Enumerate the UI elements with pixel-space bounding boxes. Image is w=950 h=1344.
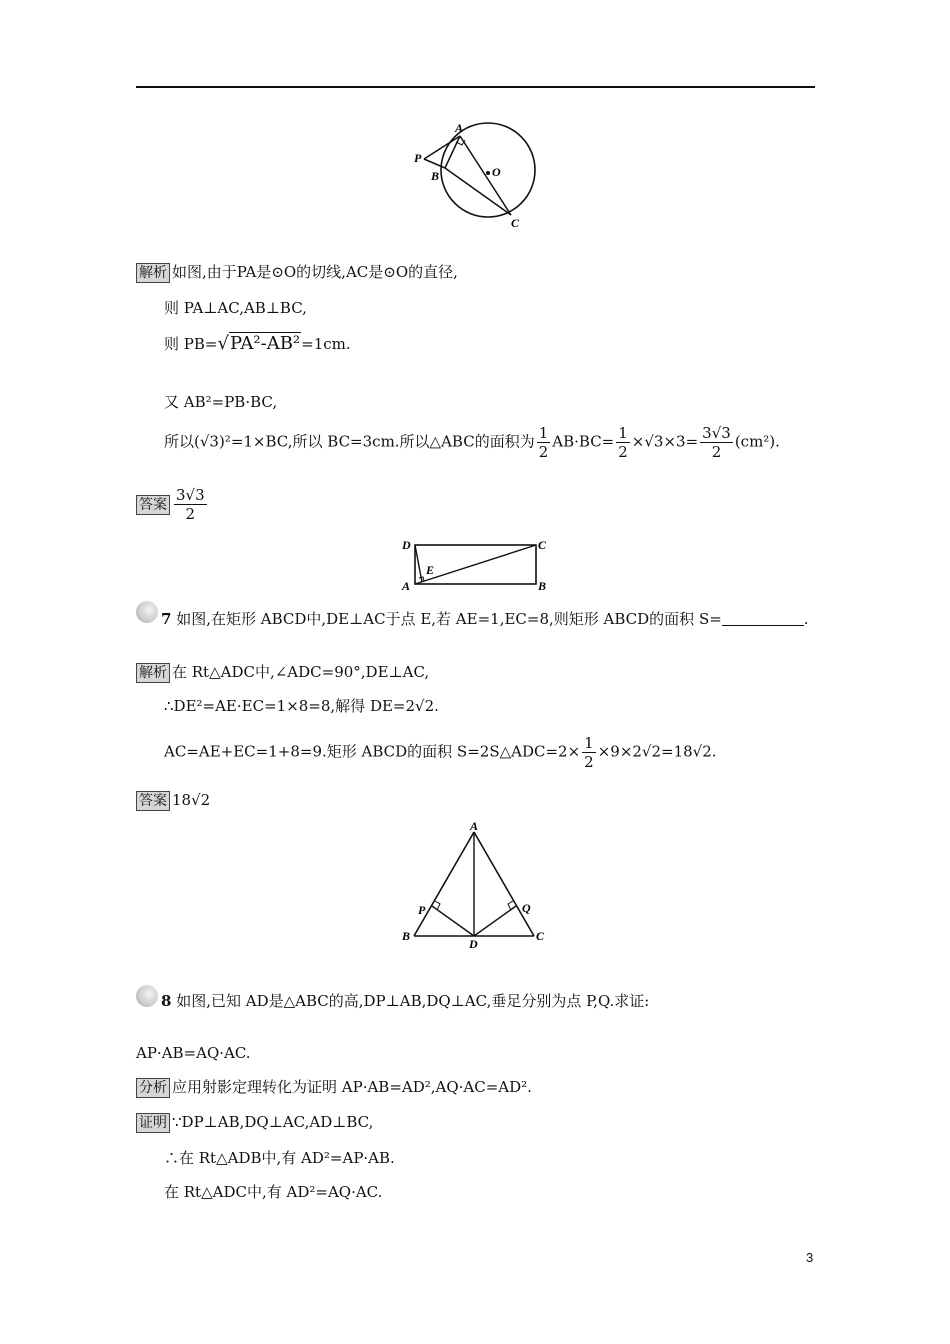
jiexi-tag: 解析 xyxy=(136,663,170,683)
q8-proof-line2: ∴在 Rt△ADB中,有 AD²=AP·AB. xyxy=(164,1149,395,1167)
p6-jiexi-text: 如图,由于PA是⊙O的切线,AC是⊙O的直径, xyxy=(172,263,458,281)
p6-jiexi-line xyxy=(136,262,458,283)
frac-half-3: $\frac{1}{2}$ xyxy=(584,734,594,771)
svg-text:B: B xyxy=(402,929,411,943)
q7-number: 7 xyxy=(161,610,172,628)
p6-line5-a: 所以(√3)²=1×BC,所以 BC=3cm.所以△ABC的面积为 xyxy=(164,432,535,451)
frac-3root3-over-2: $\frac{3√3}{2}$ xyxy=(702,424,731,461)
question-marker-icon xyxy=(136,601,158,623)
q8-proof1: ∵DP⊥AB,DQ⊥AC,AD⊥BC, xyxy=(172,1113,374,1131)
p6-line5-c: ×√3×3= xyxy=(631,432,699,451)
figure-triangle-altitude xyxy=(398,818,550,952)
svg-text:D: D xyxy=(402,538,411,552)
q7-line3 xyxy=(164,734,717,771)
p6-line3-pre: 则 PB= xyxy=(164,335,218,353)
p6-radical: √PA²-AB² xyxy=(217,333,301,354)
figure-rectangle xyxy=(398,536,554,594)
svg-text:C: C xyxy=(538,538,547,552)
q7-question-end: . xyxy=(803,610,809,628)
daan-tag: 答案 xyxy=(136,791,170,811)
jiexi-tag: 解析 xyxy=(136,263,170,283)
svg-text:O: O xyxy=(492,165,501,179)
q8-proof-line1 xyxy=(136,1112,373,1133)
svg-text:P: P xyxy=(414,151,422,165)
fenxi-tag: 分析 xyxy=(136,1078,170,1098)
svg-text:C: C xyxy=(511,216,520,230)
p6-answer: $\frac{3√3}{2}$ xyxy=(176,486,205,523)
svg-text:A: A xyxy=(402,579,411,593)
q7-line3-b: ×9×2√2=18√2. xyxy=(597,742,717,761)
q7-answer-line xyxy=(136,790,210,811)
question-marker-icon xyxy=(136,985,158,1007)
p6-line4: 又 AB²=PB·BC, xyxy=(164,393,278,411)
p6-line3-post: =1cm. xyxy=(301,335,351,353)
q8-fenxi-line xyxy=(136,1077,532,1098)
q8-proof-line3: 在 Rt△ADC中,有 AD²=AQ·AC. xyxy=(164,1183,383,1201)
q8-question-text: 如图,已知 AD是△ABC的高,DP⊥AB,DQ⊥AC,垂足分别为点 P,Q.求证: xyxy=(176,992,650,1010)
svg-text:B: B xyxy=(538,579,547,593)
page-number: 3 xyxy=(806,1250,814,1265)
svg-text:Q: Q xyxy=(522,901,531,915)
q8-claim: AP·AB=AQ·AC. xyxy=(136,1044,251,1062)
q7-question xyxy=(161,609,809,629)
zhengming-tag: 证明 xyxy=(136,1113,170,1133)
q7-answer: 18√2 xyxy=(172,791,211,809)
svg-text:B: B xyxy=(431,169,440,183)
q7-line3-a: AC=AE+EC=1+8=9.矩形 ABCD的面积 S=2S△ADC=2× xyxy=(164,742,581,761)
q7-question-text: 如图,在矩形 ABCD中,DE⊥AC于点 E,若 AE=1,EC=8,则矩形 ABCD的面积 S= xyxy=(176,610,722,628)
p6-line5-d: (cm²). xyxy=(734,432,780,451)
q8-question xyxy=(161,991,649,1011)
q8-number: 8 xyxy=(161,992,172,1010)
svg-text:A: A xyxy=(455,121,464,135)
header-rule xyxy=(136,86,815,88)
p6-answer-line xyxy=(136,486,209,523)
svg-text:E: E xyxy=(426,563,435,577)
q7-jiexi-text: 在 Rt△ADC中,∠ADC=90°,DE⊥AC, xyxy=(172,663,430,681)
q7-jiexi-line xyxy=(136,662,429,683)
daan-tag: 答案 xyxy=(136,495,170,515)
svg-text:A: A xyxy=(470,819,479,833)
q7-line2: ∴DE²=AE·EC=1×8=8,解得 DE=2√2. xyxy=(164,697,439,715)
q7-answer-blank xyxy=(722,611,804,626)
svg-text:D: D xyxy=(469,937,478,951)
svg-text:P: P xyxy=(418,903,426,917)
frac-half-1: $\frac{1}{2}$ xyxy=(538,424,549,461)
p6-line2: 则 PA⊥AC,AB⊥BC, xyxy=(164,299,307,317)
frac-half-2: $\frac{1}{2}$ xyxy=(618,424,628,461)
p6-radicand: PA²-AB² xyxy=(229,333,301,354)
svg-text:C: C xyxy=(536,929,545,943)
p6-line3 xyxy=(164,334,351,354)
figure-circle-tangent xyxy=(408,118,544,232)
q8-fenxi-text: 应用射影定理转化为证明 AP·AB=AD²,AQ·AC=AD². xyxy=(172,1078,532,1096)
p6-line5 xyxy=(164,424,780,461)
p6-line5-b: AB·BC= xyxy=(552,432,615,451)
